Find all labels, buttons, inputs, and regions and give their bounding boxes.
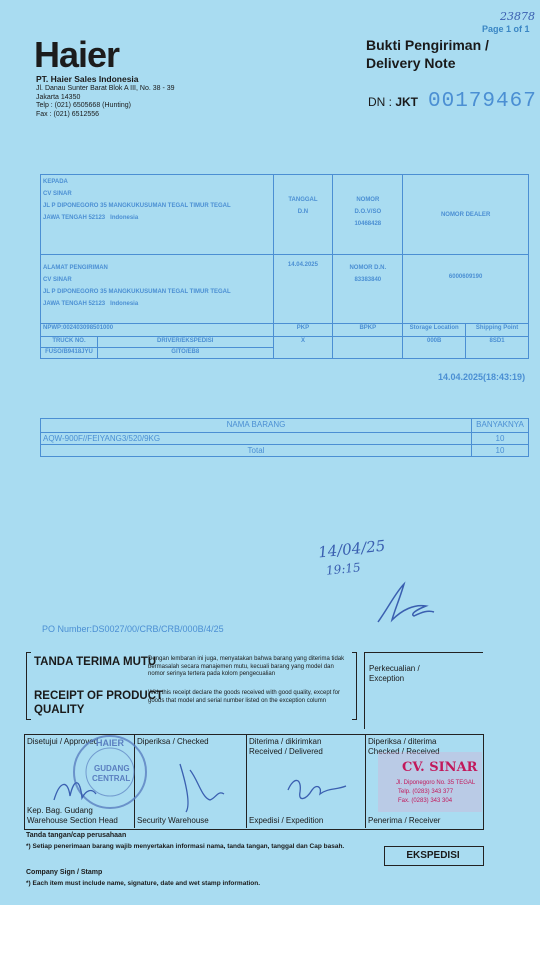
alamat-city: JAWA TENGAH 52123 — [43, 301, 106, 307]
stamp-cv-sinar: CV. SINAR — [402, 760, 478, 775]
handwritten-date: 14/04/25 — [317, 536, 387, 562]
table-row — [41, 433, 529, 445]
po-number: PO Number:DS0027/00/CRB/CRB/000B/4/25 — [42, 624, 224, 634]
nomor-dn-label: NOMOR D.N. — [349, 265, 387, 271]
driver-label: DRIVER/EKSPEDISI — [97, 337, 273, 348]
stamp-line: Fax. (0283) 343 304 — [398, 798, 453, 804]
expedition-label: Expedisi / Expedition — [249, 816, 324, 825]
storage-value: 000B — [403, 337, 466, 359]
ekspedisi-label: EKSPEDISI — [406, 850, 460, 861]
table-header-row — [41, 419, 529, 433]
pkp-value: X — [273, 337, 333, 359]
divider — [246, 734, 247, 828]
company-address — [36, 85, 175, 119]
table-row — [41, 324, 529, 337]
pkp-label: PKP — [273, 324, 333, 337]
dn-label-text: DN : — [368, 95, 392, 109]
handwritten-number: 23878 — [500, 10, 535, 23]
delivery-date: 14.04.2025 — [287, 262, 318, 268]
alamat-address2 — [43, 298, 271, 310]
receipt-text: With this receipt declare the goods received with good quality, except for goods that model and serial number listed on the exception column — [148, 690, 340, 704]
alamat-country: Indonesia — [110, 301, 139, 307]
truck-label: TRUCK NO. — [41, 337, 98, 348]
address-line: Telp : (021) 6505668 (Hunting) — [36, 102, 131, 110]
kepada-name: CV SINAR — [43, 191, 72, 197]
truck-value: FUSO/B9418JYU — [41, 348, 98, 359]
alamat-label: ALAMAT PENGIRIMAN — [43, 265, 108, 271]
item-qty: 10 — [472, 433, 529, 445]
divider — [365, 734, 366, 828]
tanggal-value: D.N — [297, 209, 309, 215]
recipient-cell — [41, 175, 274, 255]
bpkp-label: BPKP — [333, 324, 403, 337]
dn-number: 00179467 — [428, 90, 537, 113]
tanda-terima-mutu: TANDA TERIMA MUTU — [34, 656, 157, 668]
bpkp-value — [333, 337, 403, 359]
page-number: Page 1 of 1 — [482, 24, 530, 34]
alamat-address: JL P DIPONEGORO 35 MANGKUKUSUMAN TEGAL TIMUR TEGAL — [43, 289, 231, 295]
expedition-signature-graphic — [280, 770, 360, 810]
nomor-value: 10468428 — [354, 221, 382, 227]
stamp-central: CENTRAL — [92, 774, 131, 783]
col-banyaknya: BANYAKNYA — [472, 419, 529, 433]
warehouse-head-label: Warehouse Section Head — [27, 816, 118, 825]
gudang-label: Kep. Bag. Gudang — [27, 806, 93, 815]
kepada-country: Indonesia — [110, 215, 139, 221]
dn-prefix: JKT — [395, 95, 419, 109]
dealer-label: NOMOR DEALER — [440, 212, 491, 218]
kepada-address: JL P DIPONEGORO 35 MANGKUKUSUMAN TEGAL TIMUR TEGAL — [43, 203, 231, 209]
quality-label: QUALITY — [34, 704, 85, 716]
address-line: Jakarta 14350 — [36, 93, 81, 101]
footer-note-id: *) Setiap penerimaan barang wajib menyertakan informasi nama, tanda tangan, tanggal dan Cap basah. — [26, 843, 345, 850]
driver-value: GITO/EB8 — [97, 348, 273, 359]
tanggal-cell — [273, 175, 333, 255]
receiver-label: Penerima / Receiver — [368, 816, 441, 825]
footer-note-en: *) Each item must include name, signature, date and wet stamp information. — [26, 880, 261, 887]
bracket-right — [352, 652, 357, 720]
delivered-label: Diterima / dikirimkan — [249, 737, 322, 746]
stamp-haier: HAIER — [96, 738, 125, 748]
signature-graphic — [370, 578, 440, 628]
shipment-info-table — [40, 174, 529, 359]
title-line: Bukti Pengiriman / — [366, 37, 489, 53]
document-title — [366, 36, 489, 72]
shipping-value: 8SD1 — [466, 337, 529, 359]
total-label: Total — [41, 445, 472, 457]
table-row — [41, 337, 529, 348]
stamp-gudang: GUDANG — [94, 764, 130, 773]
nomor-value: D.O.V/SO — [354, 209, 382, 215]
checked-label: Diperiksa / Checked — [137, 737, 209, 746]
tanda-tangan-label: Tanda tangan/cap perusahaan — [26, 832, 127, 839]
items-table — [40, 418, 529, 457]
delivered-label-en: Received / Delivered — [249, 747, 323, 756]
nomor-dn-cell — [333, 255, 403, 324]
stamp-line: Jl. Diponegoro No. 35 TEGAL — [396, 780, 476, 786]
nomor-label: NOMOR — [356, 197, 380, 203]
print-datetime: 14.04.2025(18:43:19) — [438, 372, 526, 382]
shipping-label: Shipping Point — [466, 324, 529, 337]
haier-logo: Haier — [34, 34, 120, 75]
address-line: Jl. Danau Sunter Barat Blok A III, No. 38 - 39 — [36, 85, 175, 92]
nomor-cell — [333, 175, 403, 255]
total-value: 10 — [472, 445, 529, 457]
table-row — [41, 255, 529, 324]
company-sign-label: Company Sign / Stamp — [26, 869, 103, 876]
kepada-address2 — [43, 212, 271, 224]
stamp-line: Telp. (0283) 343 377 — [398, 789, 454, 795]
exception-label: Perkecualian / Exception — [369, 664, 420, 683]
item-name: AQW-900F//FEIYANG3/520/9KG — [41, 433, 472, 445]
alamat-name: CV SINAR — [43, 277, 72, 283]
nomor-dn-value: 83383840 — [354, 277, 382, 283]
dealer-number: 6000609190 — [448, 274, 483, 280]
npwp-cell: NPWP:002403098501000 — [41, 324, 274, 337]
date-cell — [273, 255, 333, 324]
col-nama-barang: NAMA BARANG — [41, 419, 472, 433]
signatures-graphic — [40, 750, 240, 820]
dn-label — [368, 95, 418, 109]
tanda-text: Dengan lembaran ini juga, menyatakan bahwa barang yang diterima tidak bermasalah secara manajemen mutu, kecuali barang yang model dan nomor serinya tertera pada kolom pengecualian — [148, 656, 345, 677]
delivery-address-cell — [41, 255, 274, 324]
dealer-number-cell — [403, 255, 529, 324]
table-row — [41, 445, 529, 457]
kepada-city: JAWA TENGAH 52123 — [43, 215, 106, 221]
table-row — [41, 175, 529, 255]
received-label-en: Checked / Received — [368, 747, 440, 756]
handwritten-time: 19:15 — [325, 560, 362, 578]
receipt-of-product: RECEIPT OF PRODUCT — [34, 690, 164, 702]
dealer-cell — [403, 175, 529, 255]
bracket-left — [26, 652, 31, 720]
approved-label: Disetujui / Approved — [27, 737, 99, 746]
title-line: Delivery Note — [366, 55, 456, 71]
security-label: Security Warehouse — [137, 816, 209, 825]
received-label: Diperiksa / diterima — [368, 737, 437, 746]
address-line: Fax : (021) 6512556 — [36, 110, 100, 118]
kepada-label: KEPADA — [43, 179, 68, 185]
company-name: PT. Haier Sales Indonesia — [36, 74, 139, 84]
tanggal-label: TANGGAL — [288, 197, 318, 203]
storage-label: Storage Location — [403, 324, 466, 337]
